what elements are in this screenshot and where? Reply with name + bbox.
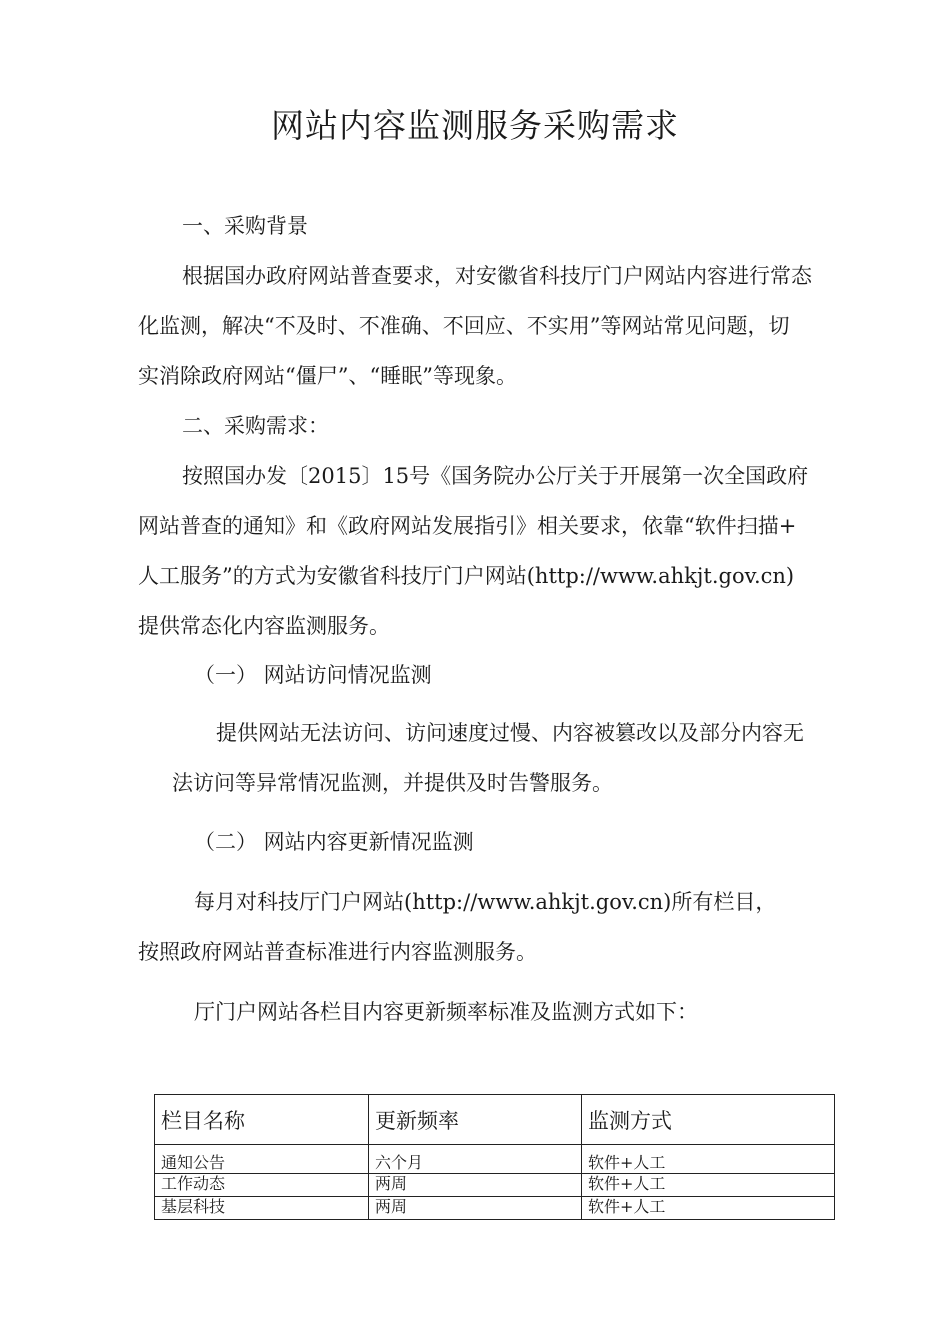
section-heading-requirements: 二、采购需求：: [182, 414, 329, 438]
header-monitoring-method: 监测方式: [582, 1095, 835, 1145]
paragraph-line: 网站普查的通知》和《政府网站发展指引》相关要求，依靠“软件扫描+: [138, 514, 797, 538]
paragraph-line: 化监测，解决“不及时、不准确、不回应、不实用”等网站常见问题，切: [138, 314, 790, 338]
paragraph-line: 提供网站无法访问、访问速度过慢、内容被篡改以及部分内容无: [216, 721, 804, 745]
cell-frequency: 两周: [369, 1197, 582, 1220]
table-header-row: [155, 1095, 835, 1145]
section-heading-background: 一、采购背景: [182, 214, 308, 238]
paragraph-line: 法访问等异常情况监测，并提供及时告警服务。: [172, 771, 613, 795]
cell-method: 软件+人工: [582, 1145, 835, 1174]
paragraph-line: 人工服务”的方式为安徽省科技厅门户网站(http://www.ahkjt.gov.cn): [138, 564, 795, 588]
cell-frequency: 六个月: [369, 1145, 582, 1174]
document-title: 网站内容监测服务采购需求: [271, 106, 679, 145]
paragraph-line: 按照政府网站普查标准进行内容监测服务。: [138, 940, 537, 964]
cell-column-name: 基层科技: [155, 1197, 369, 1220]
paragraph-line: 每月对科技厅门户网站(http://www.ahkjt.gov.cn)所有栏目，: [194, 890, 777, 914]
cell-column-name: 通知公告: [155, 1145, 369, 1174]
table-row: [155, 1174, 835, 1197]
header-update-frequency: 更新频率: [369, 1095, 582, 1145]
table-row: [155, 1145, 835, 1174]
table-intro: 厅门户网站各栏目内容更新频率标准及监测方式如下：: [194, 1000, 698, 1024]
paragraph-line: 提供常态化内容监测服务。: [138, 614, 390, 638]
paragraph-line: 按照国办发〔2015〕15号《国务院办公厅关于开展第一次全国政府: [182, 464, 809, 488]
subsection-heading-access: （一） 网站访问情况监测: [194, 663, 432, 687]
cell-method: 软件+人工: [582, 1174, 835, 1197]
cell-method: 软件+人工: [582, 1197, 835, 1220]
cell-frequency: 两周: [369, 1174, 582, 1197]
update-frequency-table: [154, 1094, 835, 1220]
table-row: [155, 1197, 835, 1220]
subsection-heading-content: （二） 网站内容更新情况监测: [194, 830, 474, 854]
cell-column-name: 工作动态: [155, 1174, 369, 1197]
paragraph-line: 实消除政府网站“僵尸”、“睡眠”等现象。: [138, 364, 517, 388]
paragraph-line: 根据国办政府网站普查要求，对安徽省科技厅门户网站内容进行常态: [182, 264, 812, 288]
header-column-name: 栏目名称: [155, 1095, 369, 1145]
